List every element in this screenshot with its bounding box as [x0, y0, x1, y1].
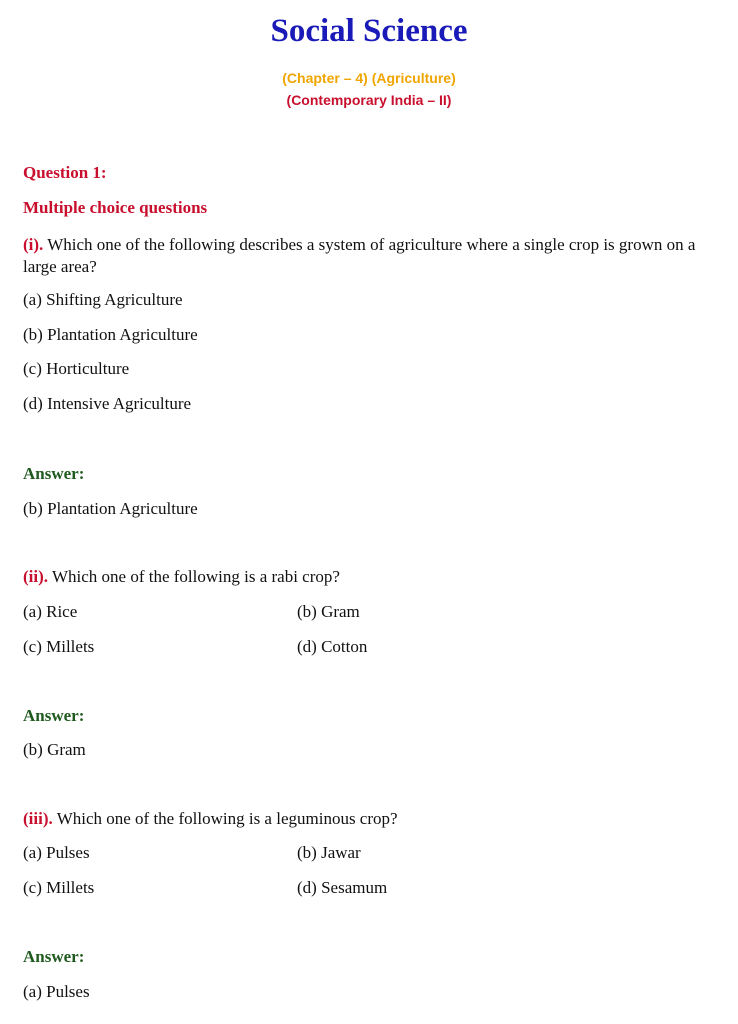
page-title: Social Science: [270, 13, 468, 49]
question-i-text: Which one of the following describes a system of agriculture where a single crop is grown on a large area?: [23, 235, 696, 276]
question-iii-option-a: (a) Pulses: [23, 843, 90, 862]
question-iii-option-b: (b) Jawar: [297, 843, 361, 862]
question-i-option-a: (a) Shifting Agriculture: [23, 290, 183, 309]
chapter-subtitle: (Chapter – 4) (Agriculture): [282, 70, 456, 86]
question-iii: [23, 808, 398, 830]
question-i-number: (i).: [23, 235, 44, 254]
question-i-option-d: (d) Intensive Agriculture: [23, 394, 192, 413]
question-iii-answer: (a) Pulses: [23, 982, 90, 1001]
question-ii-number: (ii).: [23, 567, 49, 586]
question-1-label: Question 1:: [23, 163, 107, 182]
question-ii-option-c: (c) Millets: [23, 637, 95, 656]
question-ii-text: Which one of the following is a rabi crop?: [48, 567, 340, 586]
question-ii-option-d: (d) Cotton: [297, 637, 368, 656]
section-heading: Multiple choice questions: [23, 198, 208, 217]
question-i: [23, 234, 713, 278]
question-ii: [23, 566, 340, 588]
question-i-option-c: (c) Horticulture: [23, 359, 130, 378]
question-iii-option-c: (c) Millets: [23, 878, 95, 897]
question-ii-answer: (b) Gram: [23, 740, 86, 759]
question-i-answer: (b) Plantation Agriculture: [23, 499, 198, 518]
book-subtitle: (Contemporary India – II): [286, 92, 452, 108]
question-ii-option-a: (a) Rice: [23, 602, 78, 621]
question-i-option-b: (b) Plantation Agriculture: [23, 325, 198, 344]
question-iii-text: Which one of the following is a leguminous crop?: [52, 809, 398, 828]
question-i-answer-label: Answer:: [23, 464, 85, 483]
question-iii-option-d: (d) Sesamum: [297, 878, 388, 897]
question-iii-answer-label: Answer:: [23, 947, 85, 966]
question-ii-answer-label: Answer:: [23, 706, 85, 725]
question-iii-number: (iii).: [23, 809, 53, 828]
question-ii-option-b: (b) Gram: [297, 602, 360, 621]
